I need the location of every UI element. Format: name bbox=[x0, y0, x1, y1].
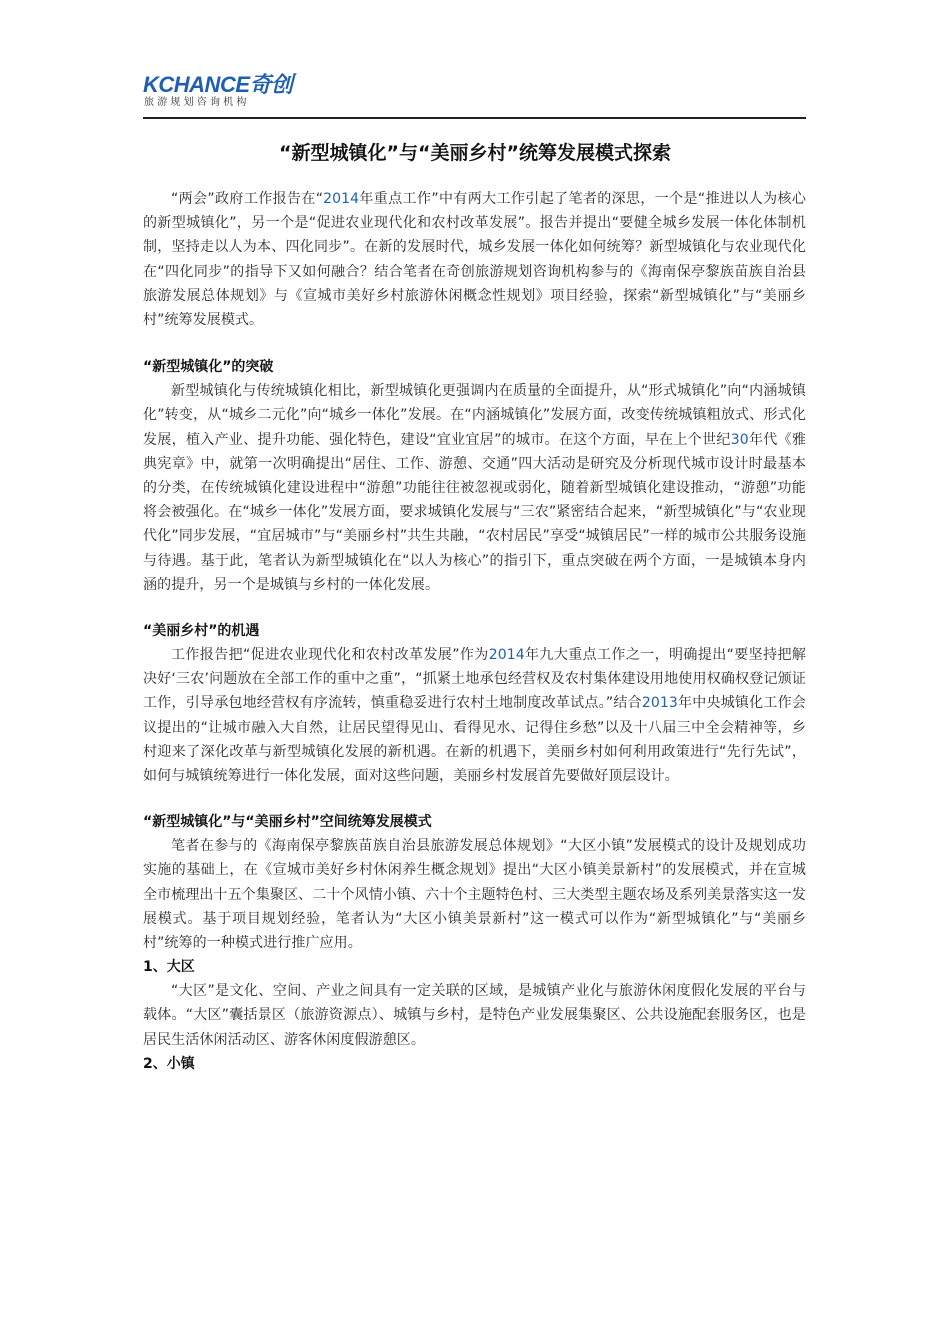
section2-year-1: 2014 bbox=[488, 647, 525, 664]
header bbox=[143, 72, 806, 118]
section-paragraph-breakthrough bbox=[143, 379, 806, 597]
section1-text-post: 年代《雅典宪章》中，就第一次明确提出“居住、工作、游憩、交通”四大活动是研究及分析现代城市设计时最基本的分类，在传统城镇化建设进程中“游憩”功能往往被忽视或弱化，随着新型城镇化建设推动，“游憩”功能将会被强化。在“城乡一体化”发展方面，要求城镇化发展与“三农”紧密结合起来，“新型城镇化”与“农业现代化”同步发展，“宜居城市”与“美丽乡村”共生共融，“农村居民”享受“城镇居民”一样的城市公共服务设施与待遇。基于此，笔者认为新型城镇化在“以人为核心”的指引下，重点突破在两个方面，一是城镇本身内涵的提升，另一个是城镇与乡村的一体化发展。 bbox=[143, 431, 806, 593]
paragraph-district: “大区”是文化、空间、产业之间具有一定关联的区域，是城镇产业化与旅游休闲度假化发展的平台与载体。“大区”囊括景区（旅游资源点）、城镇与乡村，是特色产业发展集聚区、公共设施配套服务区，也是居民生活休闲活动区、游客休闲度假游憩区。 bbox=[143, 983, 806, 1048]
logo-subtitle: 旅游规划咨询机构 bbox=[144, 97, 250, 108]
header-divider bbox=[143, 117, 806, 119]
intro-text-post: 年重点工作”中有两大工作引起了笔者的深思，一个是“推进以人为核心的新型城镇化”，另一个是“促进农业现代化和农村改革发展”。报告并提出“要健全城乡发展一体化体制机制，坚持走以人为本、四化同步”。在新的发展时代，城乡发展一体化如何统筹？新型城镇化与农业现代化在“四化同步”的指导下又如何融合？结合笔者在奇创旅游规划咨询机构参与的《海南保亭黎族苗族自治县旅游发展总体规划》与《宣城市美好乡村旅游休闲概念性规划》项目经验，探索“新型城镇化”与“美丽乡村”统筹发展模式。 bbox=[143, 191, 806, 329]
subheading-town: 2、小镇 bbox=[143, 1055, 195, 1072]
document-title: “新型城镇化”与“美丽乡村”统筹发展模式探索 bbox=[279, 142, 671, 164]
intro-paragraph bbox=[143, 187, 806, 332]
kchance-logo: KCHANCE奇创 bbox=[143, 72, 293, 97]
section-paragraph-opportunity bbox=[143, 643, 806, 788]
intro-text-pre: “两会”政府工作报告在“ bbox=[171, 191, 324, 207]
section-heading-model: “新型城镇化”与“美丽乡村”空间统筹发展模式 bbox=[143, 814, 432, 831]
section-heading-breakthrough: “新型城镇化”的突破 bbox=[143, 359, 274, 376]
section2-text-mid: 年九大重点工作之一，明确提出“要坚持把解决好‘三农’问题放在全部工作的重中之重”，“抓紧土地承包经营权及农村集体建设用地使用权确权登记颁证工作，引导承包地经营权有序流转，慎重稳妥进行农村土地制度改革试点。”结合 bbox=[143, 647, 806, 712]
section-paragraph-model: 笔者在参与的《海南保亭黎族苗族自治县旅游发展总体规划》“大区小镇”发展模式的设计及规划成功实施的基础上，在《宣城市美好乡村休闲养生概念规划》提出“大区小镇美景新村”的发展模式，并在宣城全市梳理出十五个集聚区、二十个风情小镇、六十个主题特色村、三大类型主题农场及系列美景落实这一发展模式。基于项目规划经验，笔者认为“大区小镇美景新村”这一模式可以作为“新型城镇化”与“美丽乡村”统筹的一种模式进行推广应用。 bbox=[143, 838, 806, 952]
document-body bbox=[143, 187, 806, 1076]
section2-year-2: 2013 bbox=[641, 695, 678, 712]
section1-text-pre: 新型城镇化与传统城镇化相比，新型城镇化更强调内在质量的全面提升，从“形式城镇化”向“内涵城镇化”转变，从“城乡二元化”向“城乡一体化”发展。在“内涵城镇化”发展方面，改变传统城镇粗放式、形式化发展，植入产业、提升功能、强化特色，建设“宜业宜居”的城市。在这个方面，早在上个世纪 bbox=[143, 383, 806, 448]
section-heading-opportunity: “美丽乡村”的机遇 bbox=[143, 623, 260, 640]
subheading-district: 1、大区 bbox=[143, 959, 195, 976]
section2-text-post: 年中央城镇化工作会议提出的“让城市融入大自然，让居民望得见山、看得见水、记得住乡愁”以及十八届三中全会精神等，乡村迎来了深化改革与新型城镇化发展的新机遇。在新的机遇下，美丽乡村如何利用政策进行“先行先试”，如何与城镇统筹进行一体化发展，面对这些问题，美丽乡村发展首先要做好顶层设计。 bbox=[143, 695, 806, 785]
section2-text-pre: 工作报告把“促进农业现代化和农村改革发展”作为 bbox=[171, 647, 489, 664]
intro-year: 2014 bbox=[323, 191, 360, 207]
section1-number: 30 bbox=[730, 431, 749, 448]
